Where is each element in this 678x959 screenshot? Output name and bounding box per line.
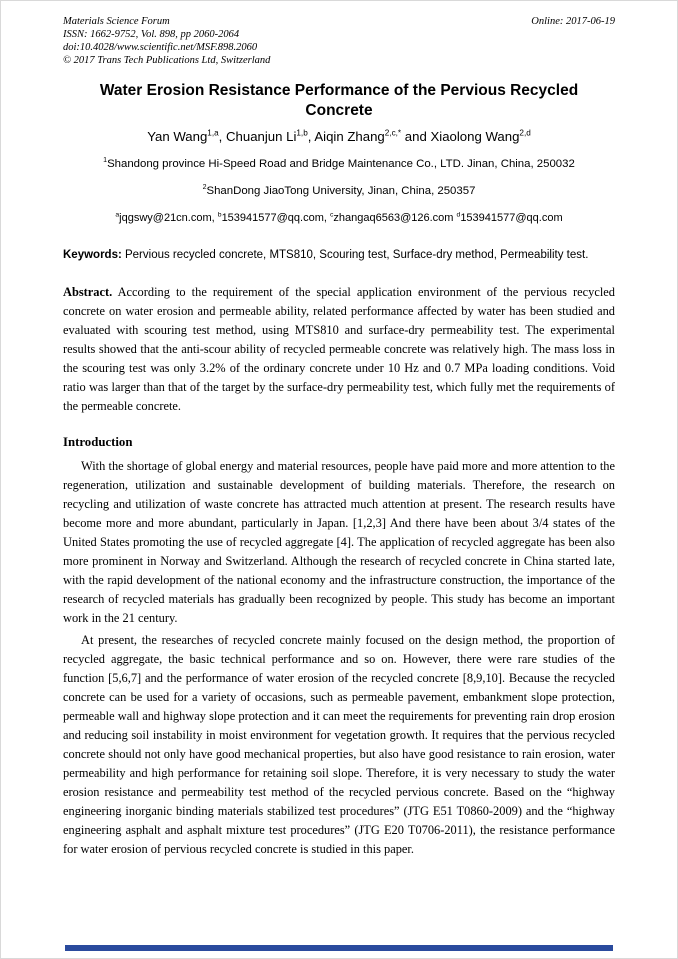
author-sup: 2,c,* (384, 128, 402, 138)
issn-line: ISSN: 1662-9752, Vol. 898, pp 2060-2064 (63, 29, 240, 40)
affiliation-sup: 1 (103, 157, 108, 165)
journal-info-block (63, 15, 270, 67)
copyright-line: © 2017 Trans Tech Publications Ltd, Switzerland (63, 55, 271, 66)
author-name: Xiaolong Wang (430, 129, 520, 144)
email-sup: a (115, 211, 120, 219)
affiliation-text: Shandong province Hi-Speed Road and Bridge Maintenance Co., LTD. Jinan, China, 250032 (107, 158, 575, 170)
author-name: Chuanjun Li (226, 129, 297, 144)
author (314, 129, 430, 144)
affiliation-text: ShanDong JiaoTong University, Jinan, China, 250357 (206, 185, 476, 197)
intro-paragraph-1: With the shortage of global energy and material resources, people have paid more and more attention to the regeneration, utilization and sustainable development of building materials. Therefore, the research on recycling and utilization of waste concrete has attracted much attention at present. The research results have become more and more abundant, particularly in Japan. [1,2,3] And there have been about 3/4 states of the United States promoting the use of recycled aggregate [4]. The application of recycled aggregate has been also more prominent in Norway and Switzerland. Although the research of recycled concrete in China started late, with the rapid development of the national economy and the infrastructure construction, the importance of the research of recycled materials has gradually been recognized by people. This study has become an important work in the 21 century. (63, 459, 615, 625)
abstract-label: Abstract. (63, 285, 113, 299)
keywords-text: Pervious recycled concrete, MTS810, Scouring test, Surface-dry method, Permeability test. (121, 249, 589, 261)
author-name: Aiqin Zhang (314, 129, 385, 144)
keywords-block (63, 247, 615, 263)
journal-title: Materials Science Forum (63, 16, 170, 27)
email-text: 153941577@qq.com (460, 212, 563, 224)
author-sep: , (218, 129, 226, 144)
section-heading-introduction: Introduction (63, 435, 133, 449)
email-text: 153941577@qq.com (221, 212, 324, 224)
paper-title: Water Erosion Resistance Performance of the Pervious Recycled Concrete (99, 82, 579, 119)
online-date: Online: 2017-06-19 (531, 16, 615, 27)
author-sep: and (401, 129, 431, 144)
author-sep: , (307, 129, 315, 144)
author (147, 129, 226, 144)
intro-paragraph-2: At present, the researches of recycled concrete mainly focused on the design method, the proportion of recycled aggregate, the basic technical performance and so on. However, there were rare studies of the function [5,6,7] and the performance of water erosion of the recycled concrete [8,9,10]. Because the recycled concrete can be used for a variety of occasions, such as permeable pavement, embankment slope protection, permeable wall and highway slope protection and it can meet the requirements for preventing rain drop erosion and reducing soil instability in moist environment for vegetation growth. It requires that the pervious recycled concrete should not only have good mechanical properties, but also have good resistance to rain erosion, water permeability and high performance for retaining soil slope. Therefore, it is very necessary to study the water erosion resistance and permeability test method of the recycled pervious concrete. Based on the “highway engineering inorganic binding materials stabilized test procedures” (JTG E51 T0860-2009) and the “highway engineering asphalt and asphalt mixture test procedures” (JTG E20 T0706-2011), the resistance performance for water erosion of pervious recycled concrete is studied in this paper. (63, 633, 615, 856)
email-sep: , (211, 212, 218, 224)
doi-line: doi:10.4028/www.scientific.net/MSF.898.2060 (63, 42, 258, 53)
email (330, 212, 457, 224)
page-header (63, 15, 615, 67)
author-line (63, 128, 615, 146)
abstract-text: According to the requirement of the special application environment of the pervious recycled concrete on water erosion and permeable ability, related performance affected by water has been studied and evaluated with scouring test method, using MTS810 and surface-dry permeability test. The experimental results showed that the anti-scour ability of recycled permeable concrete was relatively high. The mass loss in the scouring test was only 3.2% of the ordinary concrete under 10 Hz and 0.7 MPa loading conditions. Void ratio was larger than that of the target by the surface-dry permeability test, which fully met the requirements of the permeable concrete. (63, 285, 615, 413)
author (226, 129, 314, 144)
email (218, 212, 330, 224)
email (457, 212, 563, 224)
affiliation-sup: 2 (202, 184, 207, 192)
footer-accent-bar (65, 945, 613, 951)
email (115, 212, 217, 224)
affiliation-2 (63, 184, 615, 199)
author (430, 129, 530, 144)
author-sup: 2,d (519, 128, 531, 138)
keywords-label: Keywords: (63, 249, 122, 261)
email-line (63, 211, 615, 226)
affiliation-1 (63, 157, 615, 172)
author-sup: 1,b (296, 128, 308, 138)
email-text: jqgswy@21cn.com (119, 212, 212, 224)
email-sep: , (323, 212, 330, 224)
email-sup: b (217, 211, 222, 219)
author-name: Yan Wang (147, 129, 208, 144)
author-sup: 1,a (207, 128, 219, 138)
abstract-block (63, 283, 615, 416)
email-sup: d (456, 211, 461, 219)
email-text: zhangaq6563@126.com (333, 212, 454, 224)
email-sup: c (330, 211, 334, 219)
